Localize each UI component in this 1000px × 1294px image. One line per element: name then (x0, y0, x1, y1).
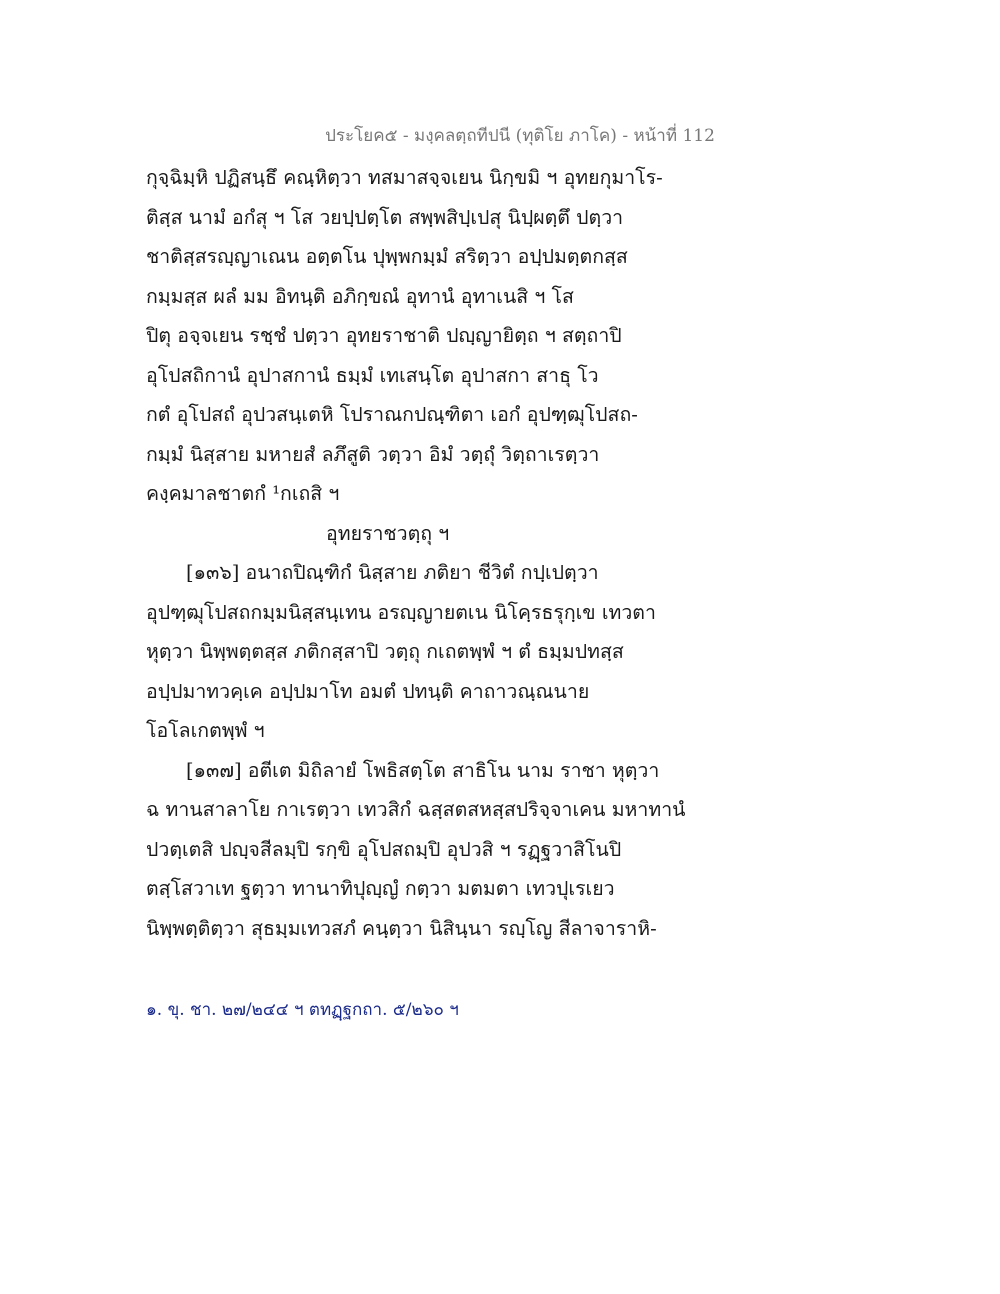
text-line: อปฺปมาทวคฺเค อปฺปมาโท อมตํ ปทนฺติ คาถาวณฺณนาย (146, 679, 590, 703)
text-line: กุจฺฉิมฺหิ ปฏิสนฺธึ คณฺหิตฺวา ทสมาสจฺจเยน นิกฺขมิ ฯ อุทยกุมาโร- (146, 166, 663, 189)
text-line: ฉ ทานสาลาโย กาเรตฺวา เทวสิกํ ฉสฺสตสหสฺสปริจฺจาเคน มหาทานํ (146, 798, 686, 821)
text-line: อุโปสถิกานํ อุปาสกานํ ธมฺมํ เทเสนฺโต อุปาสกา สาธุ โว (146, 363, 599, 387)
running-head: ประโยค๕ - มงฺคลตฺถทีปนี (ทุติโย ภาโค) - หน้าที่ 112 (325, 126, 715, 146)
text-line: อุปฑฺฒุโปสถกมฺมนิสฺสนฺเทน อรญฺญายตเน นิโคฺรธรุกฺเข เทวตา (146, 600, 656, 624)
text-line: คงฺคมาลชาตกํ ¹กเถสิ ฯ (146, 482, 340, 505)
text-line: กมฺมสฺส ผลํ มม อิทนฺติ อภิกฺขณํ อุทานํ อุทาเนสิ ฯ โส (146, 284, 574, 308)
text-line: ปวตฺเตสิ ปญฺจสีลมฺปิ รกฺขิ อุโปสถมฺปิ อุปวสิ ฯ รฏฺฐวาสิโนปิ (146, 837, 622, 861)
text-line: โอโลเกตพฺพํ ฯ (146, 719, 265, 742)
text-line: กตํ อุโปสถํ อุปวสนฺเตหิ โปราณกปณฺฑิตา เอกํ อุปฑฺฒุโปสถ- (146, 403, 638, 426)
text-line: กมฺมํ นิสฺสาย มหายสํ ลภึสูติ วตฺวา อิมํ วตฺถุํ วิตฺถาเรตฺวา (146, 442, 600, 466)
text-line: ติสฺส นามํ อกํสุ ฯ โส วยปฺปตฺโต สพฺพสิปฺเปสุ นิปฺผตฺตึ ปตฺวา (146, 205, 624, 229)
text-line: [๑๓๖] อนาถปิณฺฑิกํ นิสฺสาย ภติยา ชีวิตํ กปฺเปตฺวา (186, 561, 599, 584)
text-line: นิพฺพตฺติตฺวา สุธมฺมเทวสภํ คนฺตฺวา นิสินฺนา รญฺโญ สีลาจาราหิ- (146, 916, 657, 940)
text-line: หุตฺวา นิพฺพตฺตสฺส ภติกสฺสาปิ วตฺถุ กเถตพฺพํ ฯ ตํ ธมฺมปทสฺส (146, 640, 624, 663)
text-line: ตสฺโสวาเท ฐตฺวา ทานาทิปุญฺญํ กตฺวา มตมตา เทวปุเรเยว (146, 877, 615, 900)
footnote: ๑. ขุ. ชา. ๒๗/๒๔๔ ฯ ตทฏฺฐกถา. ๕/๒๖๐ ฯ (146, 1000, 459, 1020)
body-text (146, 158, 686, 948)
text-line: ปิตุ อจฺจเยน รชฺชํ ปตฺวา อุทยราชาติ ปญฺญายิตฺถ ฯ สตฺถาปิ (146, 324, 622, 347)
text-line: [๑๓๗] อตีเต มิถิลายํ โพธิสตฺโต สาธิโน นาม ราชา หุตฺวา (186, 758, 660, 782)
text-line: ชาติสฺสรญฺญาเณน อตฺตโน ปุพฺพกมฺมํ สริตฺวา อปฺปมตฺตกสฺส (146, 245, 628, 268)
section-title: อุทยราชวตฺถุ ฯ (326, 521, 450, 545)
